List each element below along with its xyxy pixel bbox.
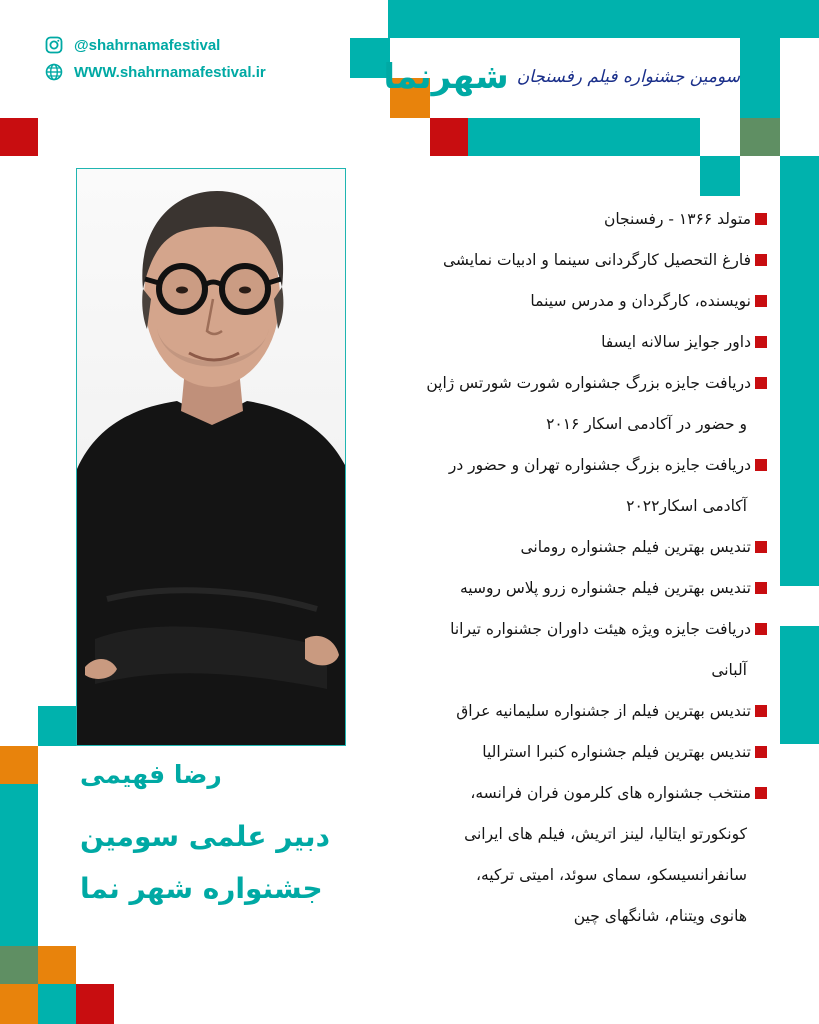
bio-line <box>355 608 767 649</box>
bullet-square-icon <box>755 787 767 799</box>
bio-line-text: آلبانی <box>711 660 747 679</box>
bio-line <box>355 280 767 321</box>
instagram-handle: @shahrnamafestival <box>74 36 221 54</box>
bio-line-text: تندیس بهترین فیلم جشنواره رومانی <box>520 537 751 556</box>
deco-block <box>430 118 468 156</box>
bio-line <box>355 239 767 280</box>
bullet-square-icon <box>755 213 767 225</box>
deco-block <box>0 946 38 984</box>
bio-line <box>355 198 767 239</box>
deco-block <box>0 784 38 946</box>
deco-block <box>76 984 114 1024</box>
bio-line-text: نویسنده، کارگردان و مدرس سینما <box>530 291 751 310</box>
bio-list <box>355 198 767 936</box>
bio-line-text: سانفرانسیسکو، سمای سوئد، امیتی ترکیه، <box>475 865 747 884</box>
bullet-square-icon <box>755 336 767 348</box>
logo-subtitle: سومین جشنواره فیلم رفسنجان <box>516 67 740 87</box>
bullet-square-icon <box>755 254 767 266</box>
bio-line <box>355 772 767 813</box>
deco-block <box>740 118 780 156</box>
bio-line <box>355 813 767 854</box>
bullet-square-icon <box>755 541 767 553</box>
website-contact[interactable] <box>44 61 266 83</box>
portrait-photo <box>76 168 346 746</box>
bio-line-text: داور جوایز سالانه ایسفا <box>601 332 751 351</box>
bio-line <box>355 362 767 403</box>
bio-line <box>355 690 767 731</box>
bio-line-text: تندیس بهترین فیلم جشنواره زرو پلاس روسیه <box>460 578 751 597</box>
bio-line <box>355 854 767 895</box>
bio-line-text: فارغ التحصیل کارگردانی سینما و ادبیات نمایشی <box>442 250 751 269</box>
bullet-square-icon <box>755 746 767 758</box>
bullet-square-icon <box>755 459 767 471</box>
festival-logo <box>383 52 740 102</box>
deco-block <box>700 156 740 196</box>
bio-line-text: منتخب جشنواره های کلرمون فران فرانسه، <box>470 783 751 802</box>
bullet-square-icon <box>755 295 767 307</box>
bio-line-text: متولد ۱۳۶۶ - رفسنجان <box>603 209 751 228</box>
bio-line <box>355 731 767 772</box>
bio-line <box>355 895 767 936</box>
bio-line <box>355 485 767 526</box>
bio-line <box>355 403 767 444</box>
deco-block <box>0 118 38 156</box>
bio-line-text: کونکورتو ایتالیا، لینز اتریش، فیلم های ایرانی <box>464 824 747 843</box>
instagram-icon <box>44 35 64 55</box>
bullet-square-icon <box>755 705 767 717</box>
bullet-square-icon <box>755 582 767 594</box>
deco-block <box>780 626 819 744</box>
bio-line-text: دریافت جایزه بزرگ جشنواره تهران و حضور در <box>448 455 751 474</box>
website-url: WWW.shahrnamafestival.ir <box>74 63 266 81</box>
deco-block <box>38 706 76 746</box>
bio-line <box>355 321 767 362</box>
deco-block <box>468 118 700 156</box>
bullet-square-icon <box>755 623 767 635</box>
bio-line-text: تندیس بهترین فیلم از جشنواره سلیمانیه عراق <box>456 701 751 720</box>
bio-line-text: هانوی ویتنام، شانگهای چین <box>573 906 747 925</box>
bio-line <box>355 526 767 567</box>
bio-line-text: و حضور در آکادمی اسکار ۲۰۱۶ <box>546 414 747 433</box>
deco-block <box>780 156 819 586</box>
instagram-contact[interactable] <box>44 34 220 56</box>
deco-block <box>0 746 38 784</box>
bio-line <box>355 444 767 485</box>
deco-block <box>740 38 780 118</box>
logo-wordmark: شهرنما <box>383 57 509 97</box>
deco-block <box>38 946 76 984</box>
bio-line-text: دریافت جایزه بزرگ جشنواره شورت شورتس ژاپن <box>426 373 751 392</box>
deco-block <box>38 984 76 1024</box>
bio-line <box>355 649 767 690</box>
globe-icon <box>44 62 64 82</box>
bullet-square-icon <box>755 377 767 389</box>
person-role-line2: جشنواره شهر نما <box>80 872 323 905</box>
person-name: رضا فهیمی <box>80 760 222 789</box>
bio-line-text: تندیس بهترین فیلم جشنواره کنبرا استرالیا <box>482 742 751 761</box>
bio-line-text: دریافت جایزه ویژه هیئت داوران جشنواره تیرانا <box>450 619 751 638</box>
person-role-line1: دبیر علمی سومین <box>80 820 330 853</box>
deco-block <box>388 0 819 38</box>
bio-line <box>355 567 767 608</box>
bio-line-text: آکادمی اسکار۲۰۲۲ <box>626 496 747 515</box>
deco-block <box>0 984 38 1024</box>
